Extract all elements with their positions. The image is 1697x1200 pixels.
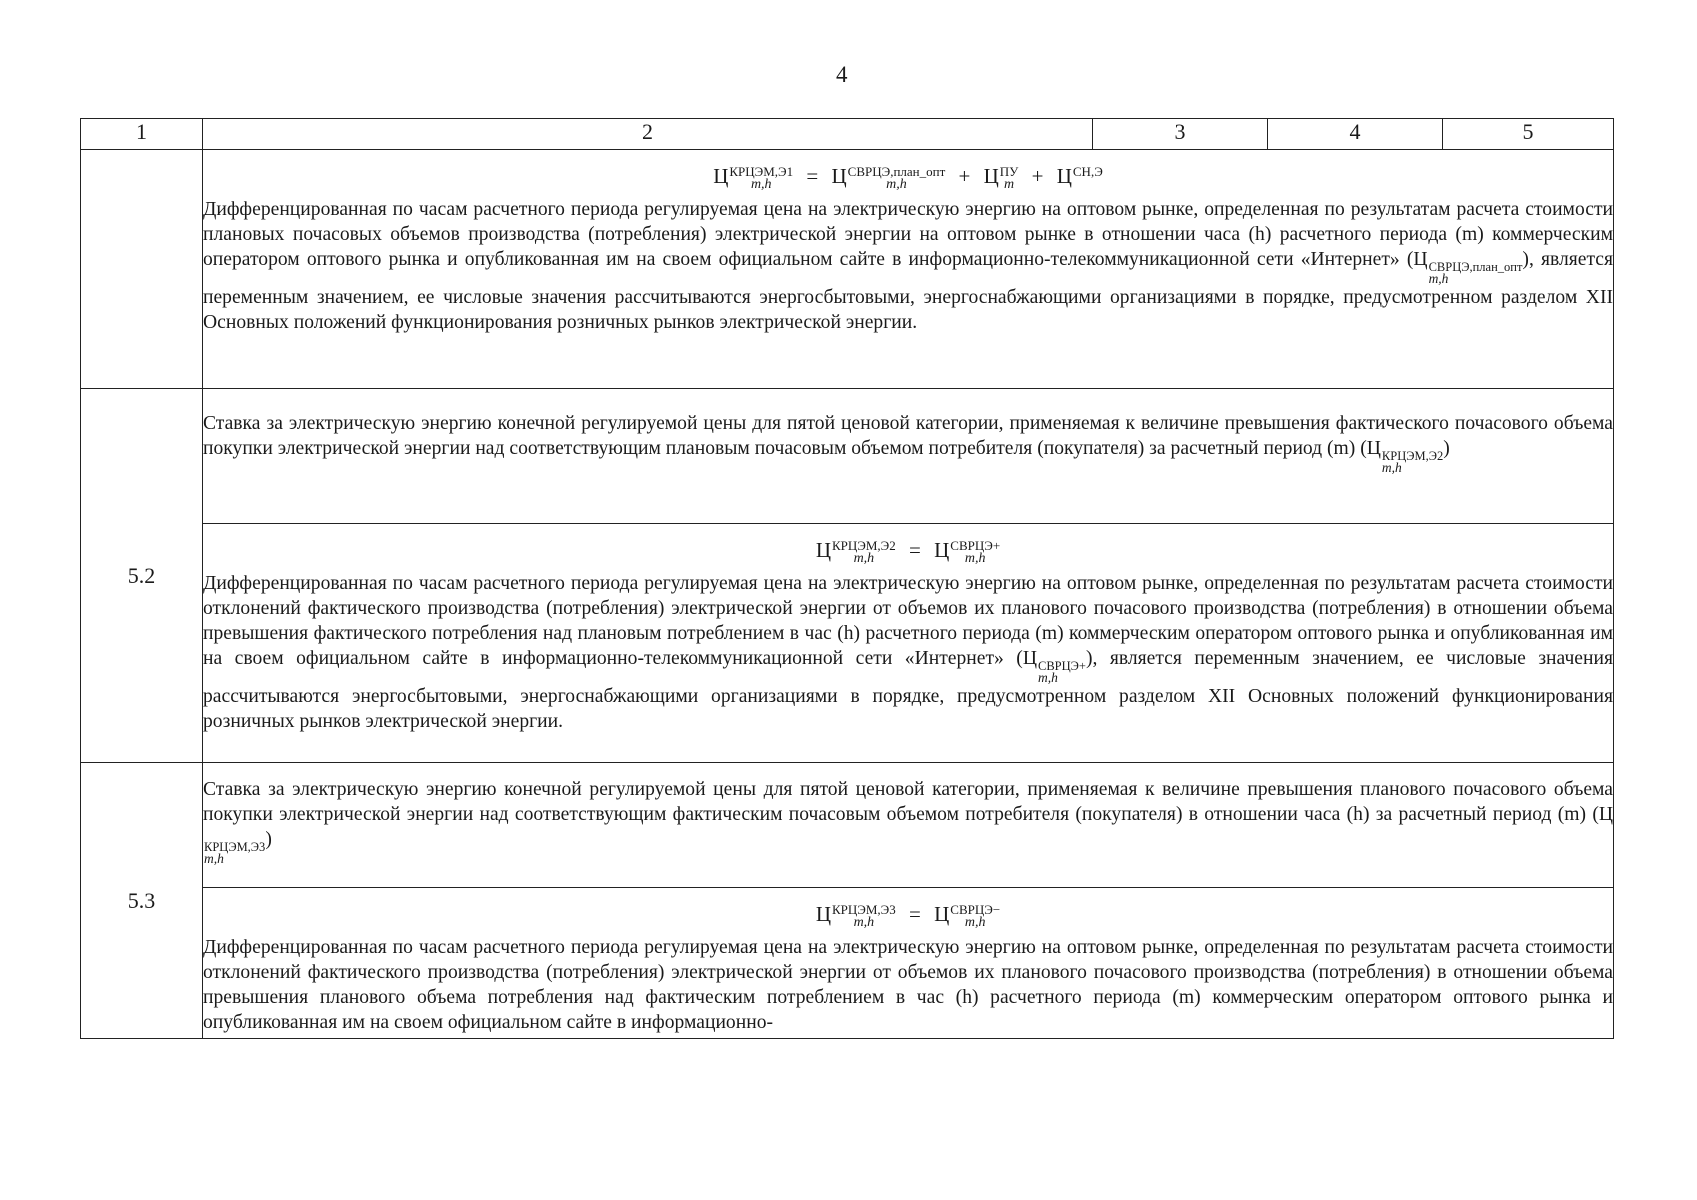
column-header-2: 2 xyxy=(203,119,1093,150)
row-5-3-content xyxy=(203,888,1614,1039)
tariff-table xyxy=(80,118,1614,1039)
formula-5-1: Ц КРЦЭМ,Э1 m,h = Ц СВРЦЭ,план_опт m,h + Ц ПУ m + Ц СН,Э xyxy=(713,164,1103,193)
row-number-empty xyxy=(81,150,203,389)
table-row-5-2-title xyxy=(81,389,1614,524)
column-header-5: 5 xyxy=(1443,119,1614,150)
row-5-2-content xyxy=(203,524,1614,763)
row-5-1-content xyxy=(203,150,1614,389)
table-row-5-2-body xyxy=(81,524,1614,763)
row-5-3-description: Дифференцированная по часам расчетного периода регулируемая цена на электрическую энергию на оптовом рынке, определенная по результатам расчета стоимости отклонений фактического производства (потребления) электрической энергии от объемов их планового почасового производства (потребления) в отношении объема превышения планового объема потребления над фактическим потреблением в час (h) расчетного периода (m) коммерческим оператором оптового рынка и опубликованная им на своем официальном сайте в информационно- xyxy=(203,937,1613,1034)
column-header-row xyxy=(81,119,1614,150)
row-5-1-description: Дифференцированная по часам расчетного периода регулируемая цена на электрическую энергию на оптовом рынке, определенная по результатам расчета стоимости плановых почасовых объемов производства (потребления) электрической энергии на оптовом рынке в отношении часа (h) расчетного периода (m) коммерческим оператором оптового рынка и опубликованная им на своем официальном сайте в информационно-телекоммуникационной сети «Интернет» (Ц СВРЦЭ,план_опт m,h ), является переменным значением, ее числовые значения рассчитываются энергосбытовыми, энергоснабжающими организациями в порядке, предусмотренном разделом XII Основных положений функционирования розничных рынков электрической энергии. xyxy=(203,199,1613,334)
row-5-2-title: Ставка за электрическую энергию конечной регулируемой цены для пятой ценовой категории, применяемая к величине превышения фактического почасового объема покупки электрической энергии над соответствующим плановым почасовым объемом потребителя (покупателя) за расчетный период (m) (Ц КРЦЭМ,Э2 m,h ) xyxy=(203,389,1614,524)
row-5-3-title: Ставка за электрическую энергию конечной регулируемой цены для пятой ценовой категории, применяемая к величине превышения планового почасового объема покупки электрической энергии над соответствующим фактическим почасовым объемом потребителя (покупателя) в отношении часа (h) за расчетный период (m) (Ц КРЦЭМ,Э3 m,h ) xyxy=(203,763,1614,888)
table-row-5-1-continuation xyxy=(81,150,1614,389)
formula-5-3: Ц КРЦЭМ,Э3 m,h = Ц СВРЦЭ− m,h xyxy=(815,902,1001,931)
column-header-3: 3 xyxy=(1093,119,1268,150)
table-row-5-3-body xyxy=(81,888,1614,1039)
page-number: 4 xyxy=(836,62,848,87)
table-row-5-3-title xyxy=(81,763,1614,888)
row-number-5-2: 5.2 xyxy=(81,389,203,763)
row-5-2-description: Дифференцированная по часам расчетного периода регулируемая цена на электрическую энергию на оптовом рынке, определенная по результатам расчета стоимости отклонений фактического производства (потребления) электрической энергии от объемов их планового почасового производства (потребления) в отношении объема превышения фактического потребления над плановым потреблением в час (h) расчетного периода (m) коммерческим оператором оптового рынка и опубликованная им на своем официальном сайте в информационно-телекоммуникационной сети «Интернет» (Ц СВРЦЭ+ m,h ), является переменным значением, ее числовые значения рассчитываются энергосбытовыми, энергоснабжающими организациями в порядке, предусмотренном разделом XII Основных положений функционирования розничных рынков электрической энергии. xyxy=(203,573,1613,733)
formula-5-2: Ц КРЦЭМ,Э2 m,h = Ц СВРЦЭ+ m,h xyxy=(815,538,1001,567)
row-number-5-3: 5.3 xyxy=(81,763,203,1039)
column-header-1: 1 xyxy=(81,119,203,150)
column-header-4: 4 xyxy=(1268,119,1443,150)
